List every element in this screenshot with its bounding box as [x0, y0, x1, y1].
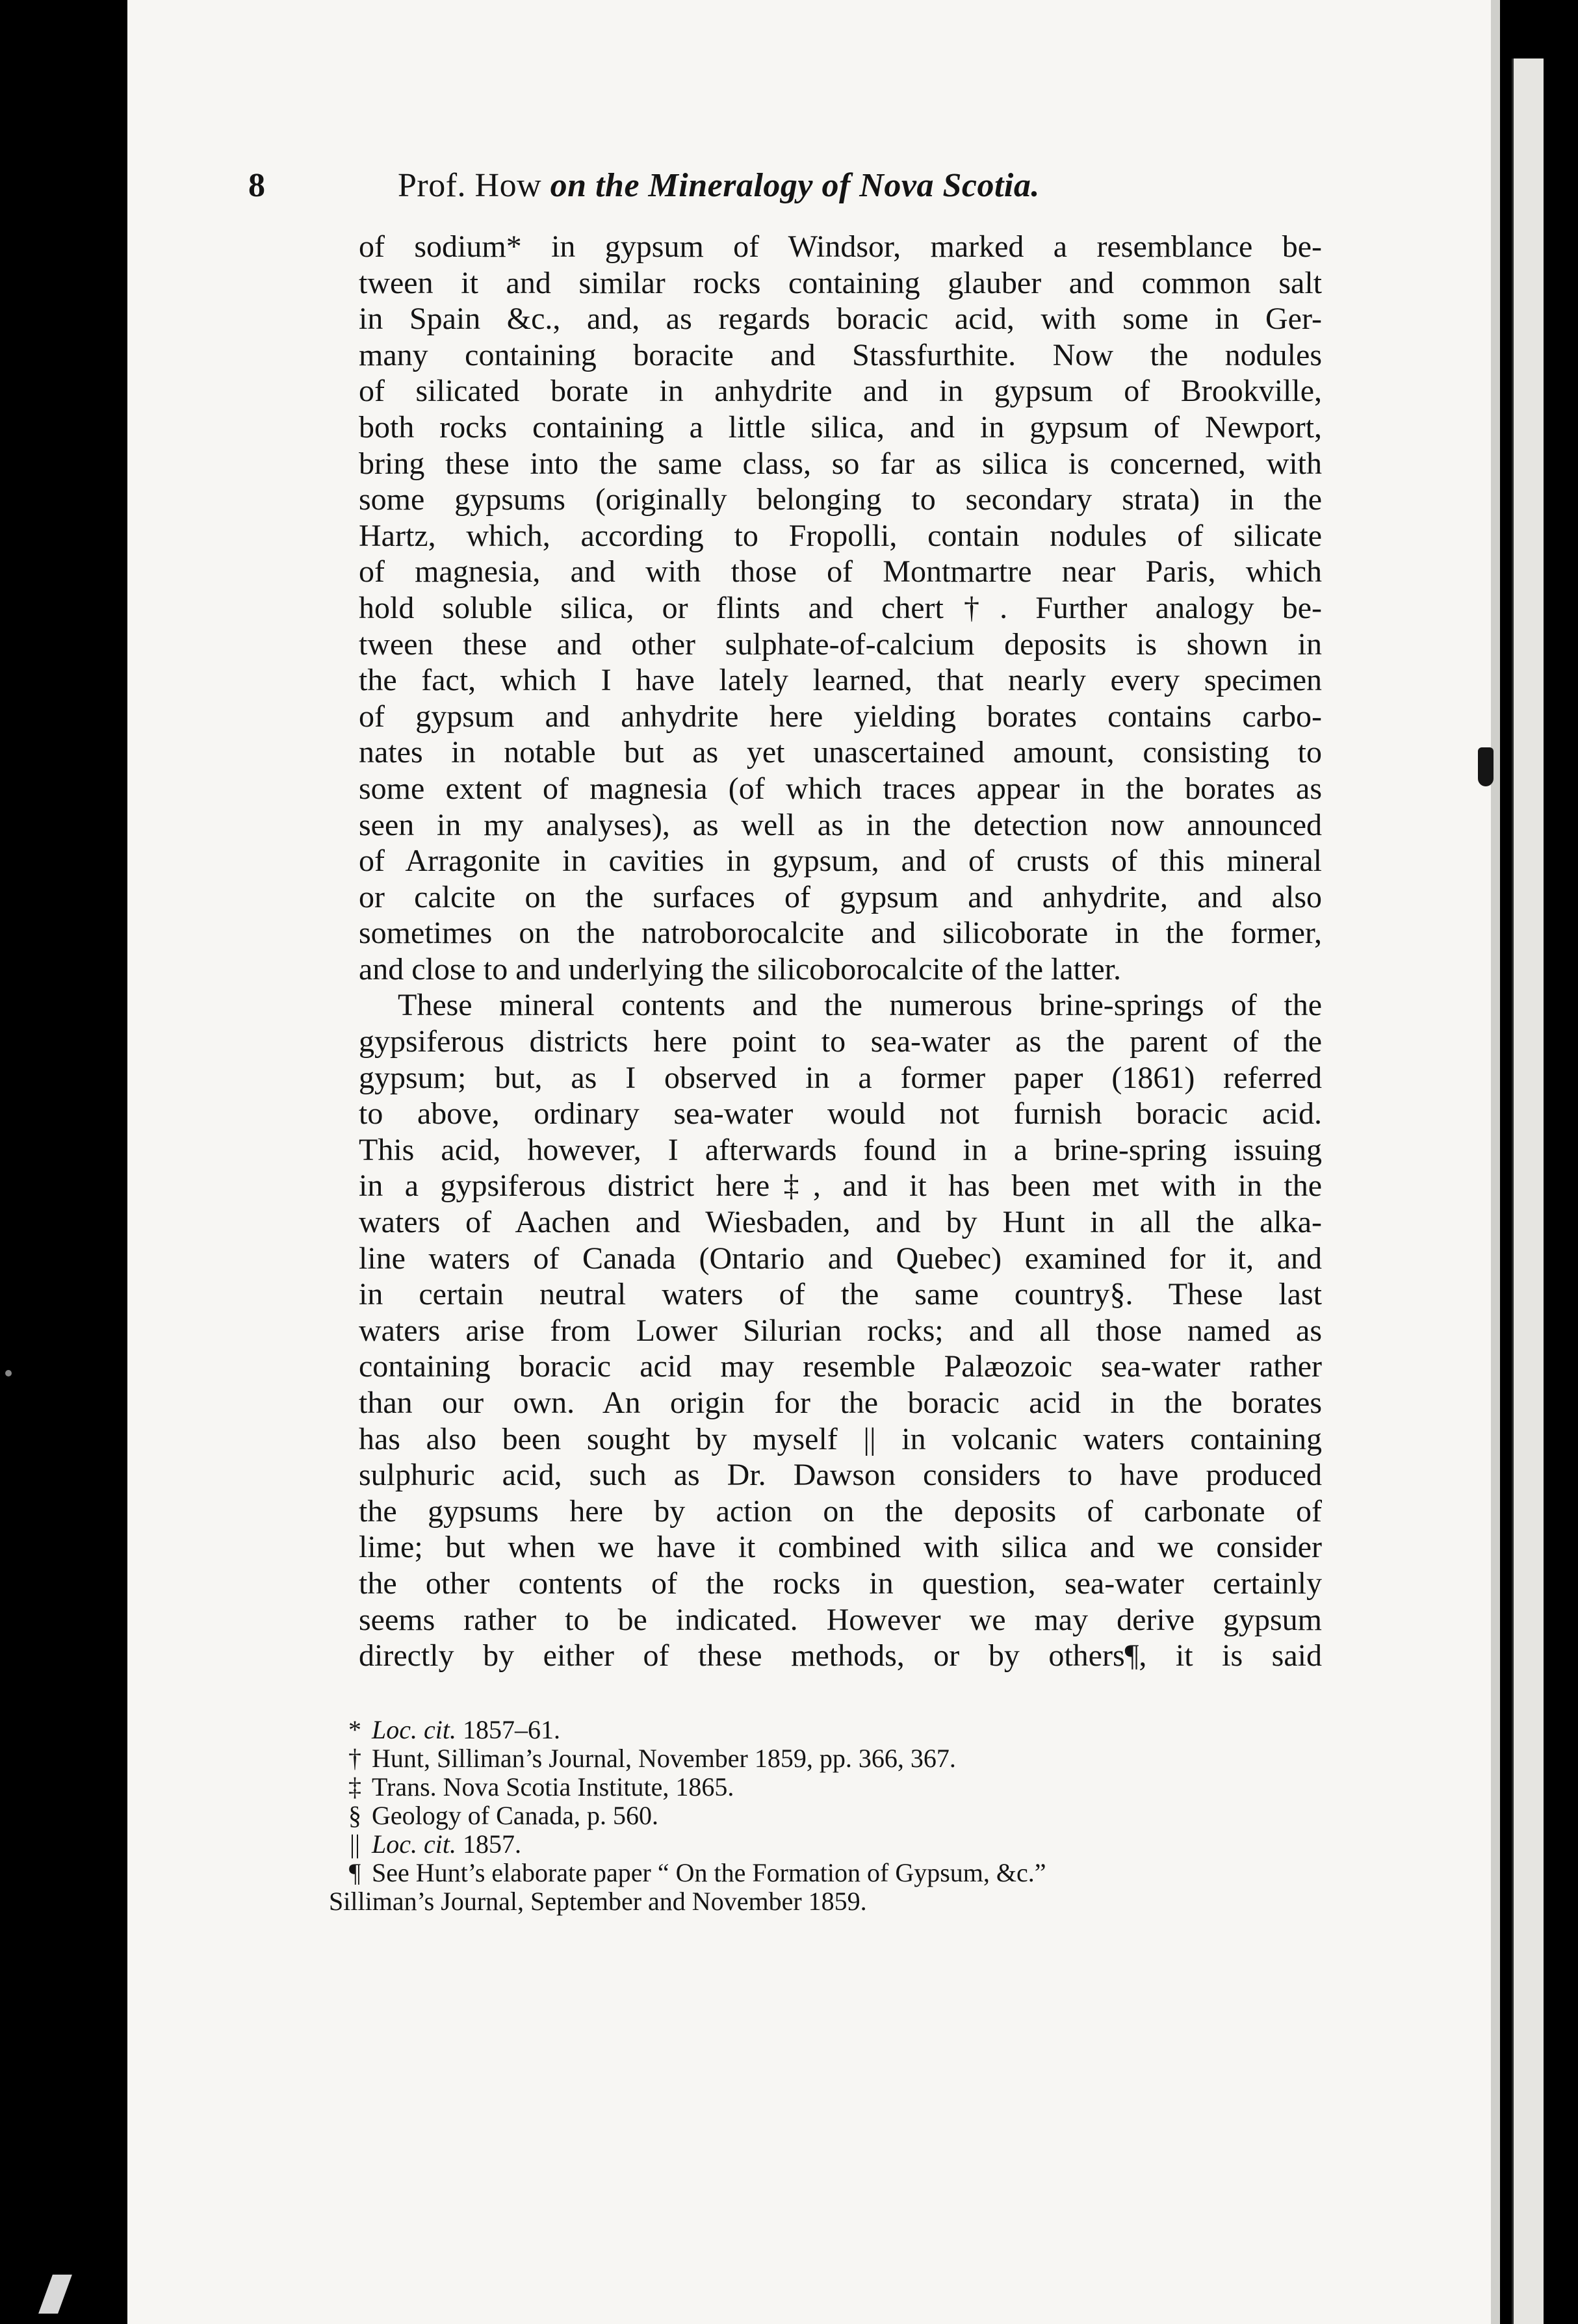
footnote-mark: §	[348, 1801, 361, 1830]
footnote	[338, 1859, 1313, 1887]
text-line: These mineral contents and the numerous brine-springs of the	[398, 988, 1322, 1023]
running-title-subject: the Mineralogy of Nova Scotia.	[595, 167, 1040, 204]
footnote-text: Hunt, Silliman’s Journal, November 1859, pp. 366, 367.	[372, 1744, 956, 1773]
text-line: gypsiferous districts here point to sea-water as the parent of the	[359, 1024, 1322, 1059]
scan-corner-mark	[38, 2275, 72, 2314]
scan-speck	[5, 1370, 12, 1376]
footnote	[338, 1830, 1313, 1859]
text-line: of gypsum and anhydrite here yielding borates contains carbo-	[359, 699, 1322, 734]
text-line: has also been sought by myself || in volcanic waters containing	[359, 1421, 1322, 1456]
text-line: of sodium* in gypsum of Windsor, marked a resemblance be-	[359, 229, 1322, 264]
footnote-mark: ||	[349, 1829, 360, 1859]
text-line: and close to and underlying the silicoborocalcite of the latter.	[359, 951, 1121, 987]
footnote	[338, 1744, 1313, 1773]
text-line: to above, ordinary sea-water would not furnish boracic acid.	[359, 1096, 1322, 1131]
footnote-mark: ¶	[348, 1858, 361, 1887]
text-line: waters of Aachen and Wiesbaden, and by Hunt in all the alka-	[359, 1205, 1322, 1240]
text-line: tween it and similar rocks containing glauber and common salt	[359, 265, 1322, 300]
text-line: waters arise from Lower Silurian rocks; and all those named as	[359, 1313, 1322, 1348]
text-line: than our own. An origin for the boracic acid in the borates	[359, 1386, 1322, 1420]
text-line: in a gypsiferous district here‡, and it has been met with in the	[359, 1168, 1322, 1204]
text-line: the gypsums here by action on the deposits of carbonate of	[359, 1493, 1322, 1529]
text-line: seen in my analyses), as well as in the detection now announced	[359, 807, 1322, 842]
text-line: sulphuric acid, such as Dr. Dawson considers to have produced	[359, 1458, 1322, 1493]
text-line: the other contents of the rocks in question, sea-water certainly	[359, 1566, 1322, 1601]
text-line: some extent of magnesia (of which traces appear in the borates as	[359, 771, 1322, 806]
body-text	[359, 229, 1322, 1674]
text-line: some gypsums (originally belonging to secondary strata) in the	[359, 482, 1322, 517]
footnote-text: 1857–61.	[456, 1715, 560, 1744]
page-edge	[1491, 0, 1500, 2324]
footnotes	[329, 1715, 1313, 1916]
page-number: 8	[248, 167, 265, 204]
running-head	[248, 160, 1308, 212]
running-title-author: Prof. How	[398, 167, 542, 204]
footnote-mark: ‡	[348, 1772, 361, 1801]
footnote-mark: †	[348, 1744, 361, 1773]
adjacent-page-strip	[1512, 58, 1544, 2324]
text-line: Hartz, which, according to Fropolli, contain nodules of silicate	[359, 518, 1322, 553]
text-line: gypsum; but, as I observed in a former paper (1861) referred	[359, 1060, 1322, 1095]
text-line: or calcite on the surfaces of gypsum and anhydrite, and also	[359, 879, 1322, 914]
text-line: directly by either of these methods, or by others¶, it is said	[359, 1638, 1322, 1673]
text-line: in certain neutral waters of the same country§. These last	[359, 1277, 1322, 1312]
footnote-text: See Hunt’s elaborate paper “ On the Formation of Gypsum, &c.”	[372, 1858, 1046, 1887]
footnote-italic: Loc. cit.	[372, 1715, 456, 1744]
text-line: bring these into the same class, so far as silica is concerned, with	[359, 446, 1322, 481]
footnote-mark: *	[348, 1715, 361, 1744]
footnote-text: 1857.	[456, 1829, 521, 1859]
text-line: hold soluble silica, or flints and chert†. Further analogy be-	[359, 590, 1322, 625]
footnote-italic: Loc. cit.	[372, 1829, 456, 1859]
text-line: containing boracic acid may resemble Palæozoic sea-water rather	[359, 1349, 1322, 1384]
text-line: of silicated borate in anhydrite and in gypsum of Brookville,	[359, 374, 1322, 409]
footnote	[338, 1801, 1313, 1830]
text-line: in Spain &c., and, as regards boracic acid, with some in Ger-	[359, 302, 1322, 337]
running-title	[398, 160, 1040, 212]
text-line: tween these and other sulphate-of-calcium deposits is shown in	[359, 626, 1322, 662]
scan-mark	[1478, 747, 1494, 786]
text-line: many containing boracite and Stassfurthite. Now the nodules	[359, 337, 1322, 372]
footnote-continuation: Silliman’s Journal, September and November 1859.	[329, 1887, 867, 1916]
text-line: line waters of Canada (Ontario and Quebec) examined for it, and	[359, 1241, 1322, 1276]
text-line: seems rather to be indicated. However we may derive gypsum	[359, 1602, 1322, 1637]
text-line: nates in notable but as yet unascertained amount, consisting to	[359, 735, 1322, 770]
footnote-text: Geology of Canada, p. 560.	[372, 1801, 659, 1830]
text-line: This acid, however, I afterwards found in a brine-spring issuing	[359, 1132, 1322, 1167]
footnote	[338, 1716, 1313, 1744]
text-line: sometimes on the natroborocalcite and silicoborate in the former,	[359, 916, 1322, 951]
text-line: lime; but when we have it combined with silica and we consider	[359, 1530, 1322, 1565]
running-title-on: on	[550, 167, 587, 204]
footnote-text: Trans. Nova Scotia Institute, 1865.	[372, 1772, 734, 1801]
text-line: of Arragonite in cavities in gypsum, and of crusts of this mineral	[359, 844, 1322, 879]
footnote	[338, 1773, 1313, 1801]
text-line: the fact, which I have lately learned, that nearly every specimen	[359, 663, 1322, 698]
text-line: of magnesia, and with those of Montmartre near Paris, which	[359, 554, 1322, 589]
text-line: both rocks containing a little silica, and in gypsum of Newport,	[359, 409, 1322, 445]
